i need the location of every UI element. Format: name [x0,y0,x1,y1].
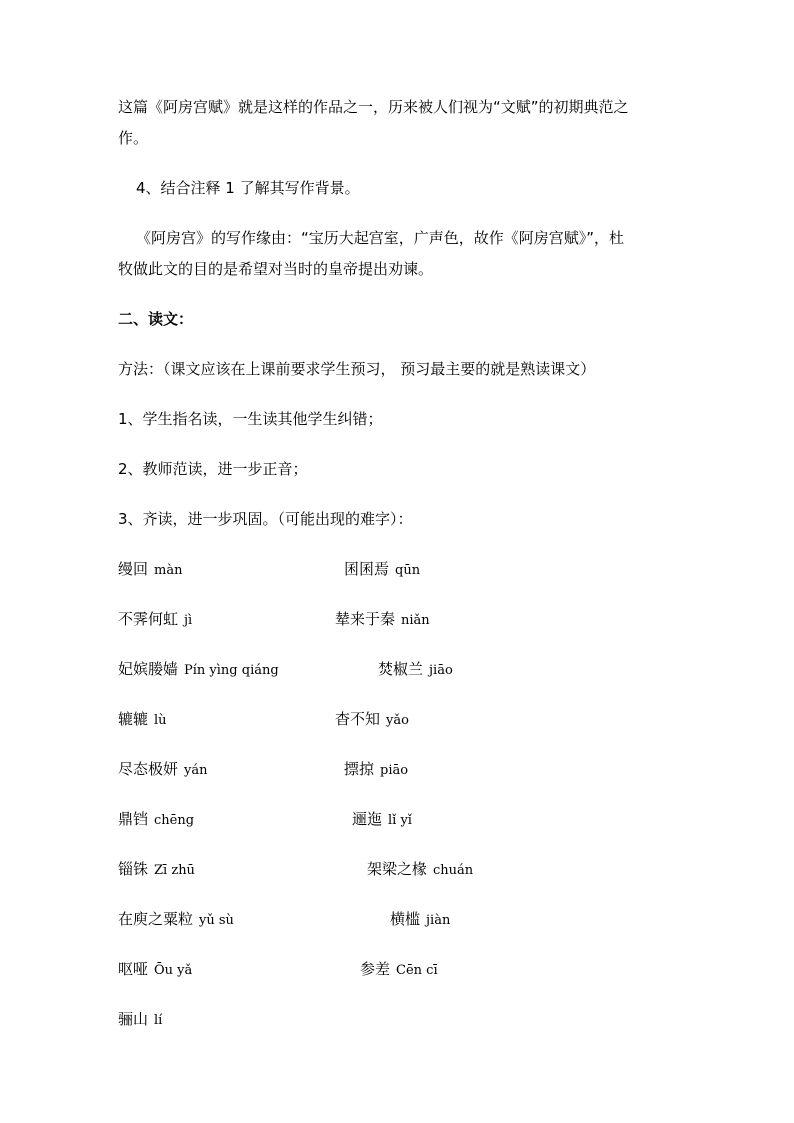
vocab-entry [118,859,195,881]
step-item: 3、齐读，进一步巩固。（可能出现的难字）： [118,510,413,528]
vocab-pinyin: piāo [380,763,409,778]
vocab-pinyin: lù [154,713,167,728]
vocab-entry [378,659,453,681]
vocab-word: 摽掠 [344,760,375,778]
step-item: 2、教师范读，进一步正音； [118,460,308,478]
vocab-pinyin: jiāo [429,663,453,678]
vocab-word: 辘辘 [118,710,149,728]
vocab-pinyin: Zī zhū [154,863,195,878]
vocab-word: 逦迤 [352,810,383,828]
vocab-entry [344,759,408,781]
vocab-word: 焚椒兰 [378,660,424,678]
vocab-word: 横槛 [390,910,421,928]
vocab-entry [344,559,420,581]
list-item-4: 4、结合注释 1 了解其写作背景。 [136,179,360,197]
vocab-word: 参差 [360,960,391,978]
vocab-pinyin: yǔ sù [199,913,234,928]
vocab-entry [390,909,450,931]
vocab-word: 骊山 [118,1010,149,1028]
vocab-word: 鼎铛 [118,810,149,828]
vocab-pinyin: Cēn cī [396,963,438,978]
vocab-entry [118,1009,162,1031]
vocab-pinyin: lǐ yǐ [388,813,412,828]
vocab-word: 杳不知 [335,710,381,728]
vocab-pinyin: màn [154,563,183,578]
section-heading: 二、读文： [118,310,194,328]
vocab-entry [118,609,192,631]
vocab-entry [118,559,182,581]
vocab-entry [118,809,194,831]
vocab-pinyin: yǎo [386,713,409,728]
vocab-word: 尽态极妍 [118,760,179,778]
vocab-entry [352,809,412,831]
vocab-word: 呕哑 [118,960,149,978]
vocab-entry [335,709,409,731]
vocab-entry [335,609,430,631]
vocab-pinyin: jiàn [426,913,451,928]
vocab-pinyin: jì [184,613,193,628]
vocab-entry [118,959,192,981]
paragraph-line: 牧做此文的目的是希望对当时的皇帝提出劝谏。 [118,260,434,278]
paragraph-line: 作。 [118,129,149,147]
vocab-pinyin: chuán [433,863,474,878]
vocab-pinyin: yán [184,763,208,778]
vocab-word: 在庾之粟粒 [118,910,194,928]
vocab-entry [118,709,167,731]
vocab-entry [118,659,279,681]
vocab-word: 不霁何虹 [118,610,179,628]
vocab-pinyin: chēng [154,813,195,828]
vocab-pinyin: qūn [395,563,421,578]
vocab-word: 架梁之椽 [367,860,428,878]
paragraph-line: 这篇《阿房宫赋》就是这样的作品之一，历来被人们视为“文赋”的初期典范之 [118,98,629,116]
vocab-entry [367,859,473,881]
vocab-word: 锱铢 [118,860,149,878]
vocab-pinyin: lí [154,1013,163,1028]
vocab-pinyin: Ōu yǎ [154,963,193,978]
vocab-entry [118,909,234,931]
vocab-word: 辇来于秦 [335,610,396,628]
step-item: 1、学生指名读，一生读其他学生纠错； [118,410,383,428]
paragraph-line: 《阿房宫》的写作缘由：“宝历大起宫室，广声色，故作《阿房宫赋》”，杜 [136,229,625,247]
vocab-word: 缦回 [118,560,149,578]
vocab-pinyin: niǎn [401,613,430,628]
vocab-pinyin: Pín yìng qiáng [184,663,279,678]
vocab-entry [360,959,438,981]
vocab-word: 妃嫔媵嫱 [118,660,179,678]
method-line: 方法：（课文应该在上课前要求学生预习， 预习最主要的就是熟读课文） [118,360,596,378]
vocab-entry [118,759,207,781]
vocab-word: 囷囷焉 [344,560,390,578]
